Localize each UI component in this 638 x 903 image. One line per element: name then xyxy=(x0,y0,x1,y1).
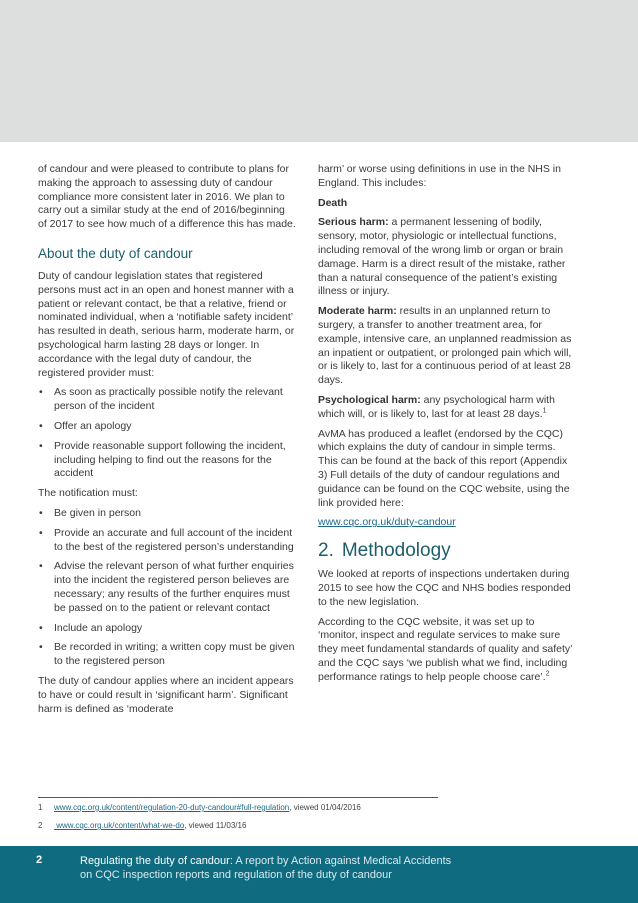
avma-paragraph: AvMA has produced a leaflet (endorsed by the CQC) which explains the duty of candour in simple terms. This can be found at the back of this report (Appendix 3) Full details of the duty of candour regulations and guidance can be found on the CQC website, using the link provided here: xyxy=(318,427,570,509)
psychological-harm-label: Psychological harm: xyxy=(318,393,421,406)
footnote-text: , viewed 01/04/2016 xyxy=(289,803,361,812)
list-item-text: Include an apology xyxy=(54,621,143,634)
bullet-icon: • xyxy=(39,506,43,519)
bullet-icon: • xyxy=(39,641,43,654)
paragraph: Duty of candour legislation states that registered persons must act in an open and honest manner with a patient or relevant contact, be that a relative, friend or nominated individual, when a ‘notifiable safety incident’ has resulted in death, serious harm, moderate harm, or psychological harm lasting 28 days or longer. In accordance with the legal duty of candour, the registered provider must: xyxy=(38,269,295,379)
section-number: 2. xyxy=(318,540,334,562)
list-item xyxy=(38,420,296,434)
list-item xyxy=(38,527,296,555)
bullet-list xyxy=(38,507,296,669)
section-heading-methodology xyxy=(318,540,574,562)
footer-text xyxy=(80,854,600,882)
left-column xyxy=(38,163,296,722)
bullet-icon: • xyxy=(39,560,43,573)
footnote xyxy=(38,803,361,813)
list-item-text: Provide an accurate and full account of the incident to the best of the registered person’s understanding xyxy=(54,526,294,553)
bullet-icon: • xyxy=(39,419,43,432)
bullet-icon: • xyxy=(39,621,43,634)
list-item xyxy=(38,560,296,615)
list-item-text: Advise the relevant person of what further enquiries into the incident the registered person believes are necessary; any results of the further enquires must be passed on to the patient or relevant contact xyxy=(54,560,294,614)
list-item xyxy=(38,440,296,481)
footnote-link[interactable]: www.cqc.org.uk/content/regulation-20-duty-candour#full-regulation xyxy=(54,803,290,812)
list-item xyxy=(38,622,296,636)
serious-harm-label: Serious harm: xyxy=(318,216,389,229)
intro-paragraph: of candour and were pleased to contribute to plans for making the approach to assessing duty of candour compliance more consistent later in 2016. We plan to carry out a similar study at the end of 2016/beginning of 2017 to see how much of a difference this has made. xyxy=(38,163,296,231)
list-item xyxy=(38,641,296,669)
bullet-icon: • xyxy=(39,526,43,539)
moderate-harm-definition xyxy=(318,305,574,388)
footnote-number: 1 xyxy=(38,803,43,812)
psychological-harm-definition xyxy=(318,394,574,422)
section-heading-about: About the duty of candour xyxy=(38,245,193,261)
page-footer xyxy=(0,846,638,903)
page-number: 2 xyxy=(36,854,43,866)
paragraph: The duty of candour applies where an incident appears to have or could result in ‘significant harm’. Significant harm is defined as ‘moderate xyxy=(38,674,294,715)
bullet-icon: • xyxy=(39,439,43,452)
footnote-divider xyxy=(38,797,438,798)
footer-title: Regulating the duty of candour: xyxy=(80,855,233,867)
list-item-text: Provide reasonable support following the incident, including helping to find out the reasons for the accident xyxy=(54,439,286,480)
death-label: Death xyxy=(318,196,348,209)
footnote-ref[interactable]: 2 xyxy=(545,670,550,678)
footnote-text: , viewed 11/03/16 xyxy=(184,821,247,830)
moderate-harm-label: Moderate harm: xyxy=(318,305,397,318)
footer-subtitle-line2: on CQC inspection reports and regulation of the duty of candour xyxy=(80,869,392,881)
footnote-link[interactable]: www.cqc.org.uk/content/what-we-do xyxy=(54,821,185,830)
bullet-list xyxy=(38,386,296,481)
list-item-text: Be given in person xyxy=(54,506,141,519)
header-band xyxy=(0,0,638,142)
paragraph-text: According to the CQC website, it was set up to ‘monitor, inspect and regulate services to make sure they meet fundamental standards of quality and safety’ and the CQC says ‘we publish what we find, including performance ratings to help people choose care’. xyxy=(318,615,573,683)
list-item xyxy=(38,386,296,414)
list-item-text: Be recorded in writing; a written copy must be given to the registered person xyxy=(54,641,295,668)
paragraph xyxy=(318,616,574,685)
paragraph: We looked at reports of inspections undertaken during 2015 to see how the CQC and NHS bodies responded to the new legislation. xyxy=(318,568,571,608)
paragraph: The notification must: xyxy=(38,487,138,500)
footnote-number: 2 xyxy=(38,821,43,830)
psychological-harm-text: any psychological harm with which will, or is likely to, last for at least 28 days. xyxy=(318,393,555,420)
list-item-text: As soon as practically possible notify the relevant person of the incident xyxy=(54,386,283,413)
footnote xyxy=(38,821,246,831)
moderate-harm-text: results in an unplanned return to surgery, a transfer to another treatment area, for example, intensive care, an unplanned readmission as an inpatient or outpatient, or prolonged pain which will, or is likely to, last for a continuous period of at least 28 days. xyxy=(318,305,572,387)
footnote-ref[interactable]: 1 xyxy=(542,407,547,415)
section-title: Methodology xyxy=(341,540,451,562)
footer-subtitle: A report by Action against Medical Accidents xyxy=(232,855,452,867)
right-column xyxy=(318,163,574,691)
serious-harm-definition xyxy=(318,216,574,299)
serious-harm-text: a permanent lessening of bodily, sensory, motor, physiologic or intellectual functions, including removal of the wrong limb or organ or brain damage. Harm is a direct result of the mistake, rather than a natural consequence of the patient’s existing illness or injury. xyxy=(318,216,566,298)
list-item-text: Offer an apology xyxy=(54,419,132,432)
paragraph: harm’ or worse using definitions in use in the NHS in England. This includes: xyxy=(318,163,561,189)
duty-candour-link[interactable]: www.cqc.org.uk/duty-candour xyxy=(318,516,456,529)
list-item xyxy=(38,507,296,521)
bullet-icon: • xyxy=(39,386,43,399)
